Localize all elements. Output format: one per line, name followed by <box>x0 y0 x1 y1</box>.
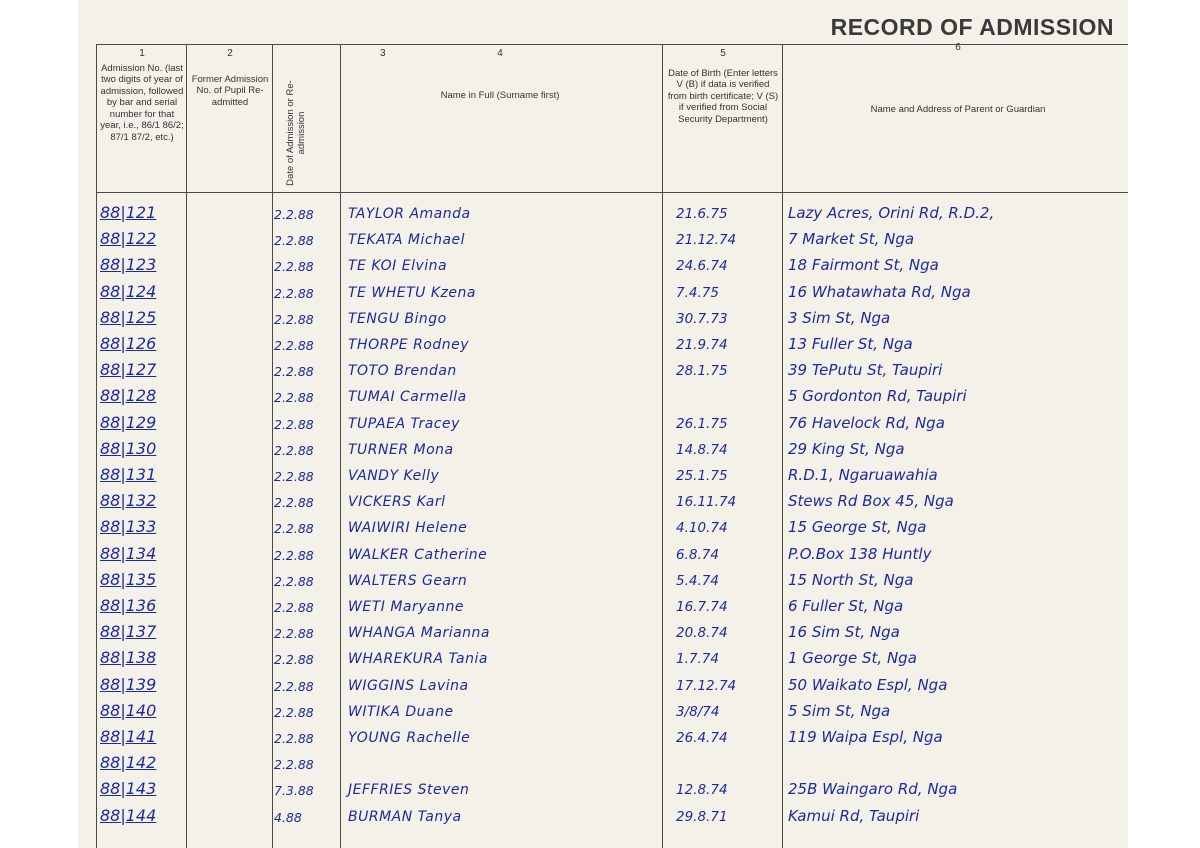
admission-number: 88|142 <box>100 753 157 773</box>
pupil-name: WHAREKURA Tania <box>348 651 488 668</box>
date-of-birth: 7.4.75 <box>676 284 719 301</box>
admission-number: 88|141 <box>100 727 157 746</box>
parent-address: 39 TePutu St, Taupiri <box>788 361 943 380</box>
admission-number: 88|136 <box>100 596 157 615</box>
admission-date: 2.2.88 <box>274 442 314 458</box>
date-of-birth: 16.7.74 <box>676 599 728 615</box>
column-header-date-of-birth: 5 Date of Birth (Enter letters V (B) if data is verified from birth certificate; V (S) if verified from Social Security Department) <box>667 48 779 125</box>
admission-number: 88|124 <box>100 281 157 301</box>
admission-date: 2.2.88 <box>274 626 314 642</box>
pupil-name: JEFFRIES Steven <box>348 782 470 799</box>
pupil-name: TEKATA Michael <box>348 232 466 249</box>
parent-address: R.D.1, Ngaruawahia <box>788 466 938 484</box>
date-of-birth: 29.8.71 <box>676 808 728 825</box>
date-of-birth: 21.9.74 <box>676 337 728 353</box>
admission-date: 2.2.88 <box>274 652 314 668</box>
table-row <box>96 670 1128 696</box>
table-row <box>96 696 1128 722</box>
parent-address: 29 King St, Nga <box>788 439 905 458</box>
parent-address: Stews Rd Box 45, Nga <box>788 492 954 511</box>
table-row <box>96 643 1128 669</box>
admission-number: 88|144 <box>100 805 157 825</box>
pupil-name: TURNER Mona <box>348 441 454 458</box>
date-of-birth: 25.1.75 <box>676 468 728 484</box>
column-header-parent-guardian: 6 Name and Address of Parent or Guardian <box>870 42 1046 115</box>
admission-number: 88|126 <box>100 334 157 353</box>
admission-date: 2.2.88 <box>274 259 314 275</box>
date-of-birth: 26.4.74 <box>676 730 728 746</box>
pupil-name: YOUNG Rachelle <box>348 730 471 746</box>
admission-date: 2.2.88 <box>274 600 314 615</box>
parent-address: P.O.Box 138 Huntly <box>788 544 932 563</box>
pupil-name: WIGGINS Lavina <box>348 677 469 694</box>
parent-address: 15 North St, Nga <box>788 570 914 589</box>
table-row <box>96 381 1128 407</box>
column-header-former-admission: 2 Former Admission No. of Pupil Re-admitted <box>191 48 269 108</box>
column-header-admission-no: 1 Admission No. (last two digits of year of admission, followed by bar and serial number for that year, i.e., 86/1 86/2; 87/1 87/2, etc.) <box>100 48 184 143</box>
table-row <box>96 460 1128 486</box>
table-row <box>96 774 1128 800</box>
date-of-birth: 24.6.74 <box>676 258 728 275</box>
table-row <box>96 250 1128 276</box>
date-of-birth: 5.4.74 <box>676 572 719 589</box>
pupil-name: TUPAEA Tracey <box>348 415 460 432</box>
date-of-birth: 4.10.74 <box>676 520 728 537</box>
admission-number: 88|139 <box>100 674 157 694</box>
admission-number: 88|134 <box>100 543 157 563</box>
admission-date: 2.2.88 <box>274 233 314 249</box>
admission-number: 88|131 <box>100 465 157 484</box>
pupil-name: BURMAN Tanya <box>348 808 462 825</box>
table-row <box>96 617 1128 643</box>
admission-number: 88|128 <box>100 386 157 406</box>
table-row <box>96 801 1128 827</box>
table-row <box>96 748 1128 774</box>
column-header-number: 3 <box>380 48 386 59</box>
date-of-birth: 20.8.74 <box>676 625 728 642</box>
date-of-birth: 14.8.74 <box>676 441 728 458</box>
admission-date: 4.88 <box>274 809 302 825</box>
table-row <box>96 565 1128 591</box>
parent-address: 16 Sim St, Nga <box>788 623 900 642</box>
admission-date: 2.2.88 <box>274 704 314 720</box>
pupil-name: TAYLOR Amanda <box>348 206 471 222</box>
admission-date: 2.2.88 <box>274 285 314 301</box>
pupil-name: WAIWIRI Helene <box>348 520 468 537</box>
parent-address: Kamui Rd, Taupiri <box>788 806 920 825</box>
table-row <box>96 486 1128 512</box>
date-of-birth: 21.6.75 <box>676 206 728 222</box>
date-of-birth: 1.7.74 <box>676 651 719 668</box>
pupil-name: THORPE Rodney <box>348 337 470 353</box>
date-of-birth: 28.1.75 <box>676 363 728 380</box>
parent-address: 76 Havelock Rd, Nga <box>788 413 945 432</box>
admission-number: 88|140 <box>100 700 157 720</box>
date-of-birth: 26.1.75 <box>676 415 728 432</box>
date-of-birth: 17.12.74 <box>676 677 737 694</box>
table-row <box>96 355 1128 381</box>
admission-number: 88|132 <box>100 491 157 511</box>
admission-date: 2.2.88 <box>274 311 314 327</box>
date-of-birth: 3/8/74 <box>676 703 720 720</box>
pupil-name: TENGU Bingo <box>348 310 447 327</box>
table-row <box>96 591 1128 617</box>
admission-number: 88|129 <box>100 412 157 432</box>
parent-address: 5 Sim St, Nga <box>788 701 891 720</box>
table-row <box>96 722 1128 748</box>
admission-number: 88|143 <box>100 779 157 799</box>
admission-date: 2.2.88 <box>274 416 314 432</box>
table-row <box>96 329 1128 355</box>
pupil-name: VICKERS Karl <box>348 494 446 511</box>
table-row <box>96 512 1128 538</box>
pupil-name: TE WHETU Kzena <box>348 284 476 301</box>
table-row <box>96 539 1128 565</box>
admission-date: 2.2.88 <box>274 390 314 406</box>
table-row <box>96 277 1128 303</box>
admission-number: 88|125 <box>100 307 157 327</box>
pupil-name: WALKER Catherine <box>348 546 488 563</box>
parent-address: 13 Fuller St, Nga <box>788 335 913 353</box>
parent-address: 6 Fuller St, Nga <box>788 597 904 615</box>
header-bottom-rule <box>96 192 1128 193</box>
parent-address: 15 George St, Nga <box>788 518 927 537</box>
parent-address: 25B Waingaro Rd, Nga <box>788 780 958 799</box>
parent-address: 16 Whatawhata Rd, Nga <box>788 282 971 301</box>
admission-register-page <box>78 0 1128 848</box>
table-row <box>96 224 1128 250</box>
admission-number: 88|130 <box>100 438 157 458</box>
admission-number: 88|121 <box>100 203 157 222</box>
parent-address: 3 Sim St, Nga <box>788 308 891 327</box>
parent-address: 18 Fairmont St, Nga <box>788 256 939 275</box>
pupil-name: VANDY Kelly <box>348 468 440 484</box>
admission-date: 2.2.88 <box>274 757 314 773</box>
admission-date: 2.2.88 <box>274 469 314 484</box>
date-of-birth: 16.11.74 <box>676 494 737 511</box>
parent-address: 119 Waipa Espl, Nga <box>788 728 943 746</box>
column-header-date-admission: Date of Admission or Re-admission <box>285 80 307 186</box>
parent-address: 7 Market St, Nga <box>788 230 915 249</box>
date-of-birth: 30.7.73 <box>676 310 728 327</box>
pupil-name: WALTERS Gearn <box>348 572 468 589</box>
parent-address: 1 George St, Nga <box>788 649 917 668</box>
pupil-name: TOTO Brendan <box>348 363 457 380</box>
admission-date: 2.2.88 <box>274 338 314 353</box>
date-of-birth: 12.8.74 <box>676 782 728 799</box>
date-of-birth: 21.12.74 <box>676 232 737 249</box>
table-row <box>96 198 1128 224</box>
admission-date: 2.2.88 <box>274 731 314 746</box>
table-row <box>96 434 1128 460</box>
admission-number: 88|137 <box>100 622 157 642</box>
table-row <box>96 408 1128 434</box>
parent-address: Lazy Acres, Orini Rd, R.D.2, <box>788 204 995 222</box>
admission-number: 88|122 <box>100 229 157 249</box>
admission-date: 2.2.88 <box>274 495 314 511</box>
pupil-name: WHANGA Marianna <box>348 625 491 642</box>
pupil-name: WITIKA Duane <box>348 703 454 720</box>
pupil-name: TE KOI Elvina <box>348 258 448 275</box>
admission-date: 2.2.88 <box>274 364 314 380</box>
admission-date: 2.2.88 <box>274 678 314 694</box>
admission-number: 88|123 <box>100 255 157 275</box>
page-title: RECORD OF ADMISSION <box>830 14 1114 40</box>
parent-address: 50 Waikato Espl, Nga <box>788 675 948 694</box>
pupil-name: WETI Maryanne <box>348 599 464 615</box>
admission-date: 2.2.88 <box>274 207 314 222</box>
admission-date: 2.2.88 <box>274 573 314 589</box>
admission-number: 88|135 <box>100 569 157 589</box>
column-header-name: 4 Name in Full (Surname first) <box>440 48 560 101</box>
admission-number: 88|138 <box>100 648 157 668</box>
admission-number: 88|133 <box>100 517 157 537</box>
admission-number: 88|127 <box>100 360 157 380</box>
date-of-birth: 6.8.74 <box>676 546 719 563</box>
admission-date: 2.2.88 <box>274 521 314 537</box>
admission-date: 7.3.88 <box>274 783 314 799</box>
admission-date: 2.2.88 <box>274 547 314 563</box>
table-row <box>96 303 1128 329</box>
pupil-name: TUMAI Carmella <box>348 389 467 406</box>
parent-address: 5 Gordonton Rd, Taupiri <box>788 387 967 406</box>
